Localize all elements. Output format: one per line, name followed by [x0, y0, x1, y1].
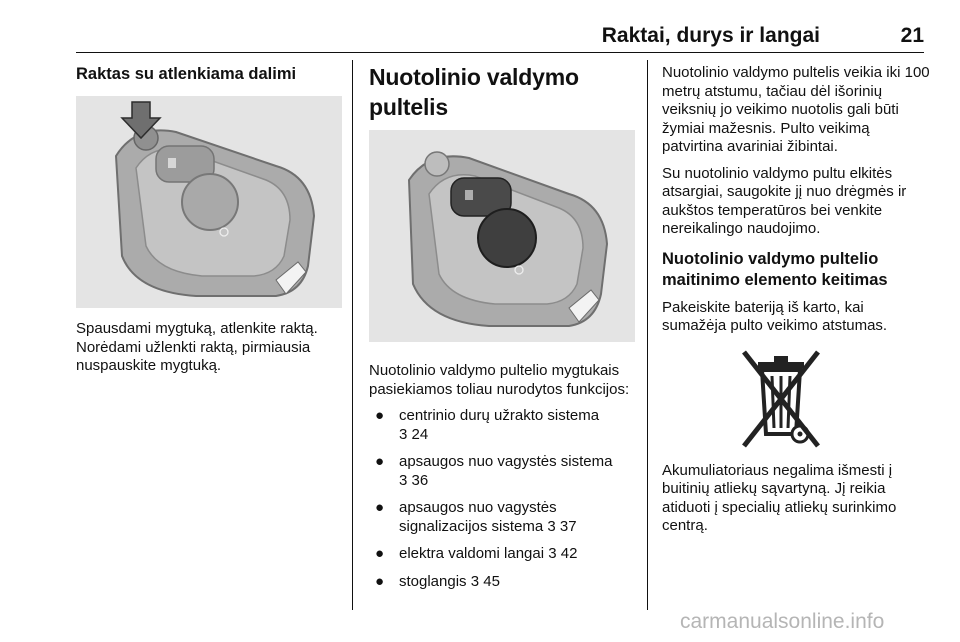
bullet-icon: ● [375, 572, 385, 590]
header-rule [76, 52, 924, 53]
column-divider [647, 60, 648, 610]
site-watermark: carmanualsonline.info [680, 610, 885, 633]
folding-key-illustration [76, 96, 342, 308]
list-item [369, 545, 637, 564]
column-folding-key [76, 64, 342, 376]
column-divider [352, 60, 353, 610]
section-heading: Raktas su atlenkiama dalimi [76, 65, 297, 83]
page-reference-icon[interactable]: 3 [399, 425, 408, 443]
folding-key-paragraph: Spausdami mygtuką, atlenkite raktą. Norėdami užlenkti raktą, pirmiausia nuspauskite mygtuką. [76, 320, 318, 374]
page-reference[interactable]: 45 [483, 572, 500, 590]
list-item [369, 407, 637, 444]
list-item-text: stoglangis [399, 572, 467, 590]
column-remote-details [662, 64, 932, 536]
list-item-text: centrinio durų užrakto sistema [399, 407, 600, 424]
remote-control-illustration [369, 130, 635, 342]
battery-paragraph: Pakeiskite bateriją iš karto, kai sumažėja pulto veikimo atstumas. [662, 298, 888, 334]
care-paragraph: Su nuotolinio valdymo pultu elkitės atsargiai, saugokite jį nuo drėgmės ir aukštos temperatūros bei venkite nereikalingo naudojimo. [662, 164, 907, 237]
column-remote-control [369, 62, 637, 600]
page-reference[interactable]: 36 [411, 471, 429, 489]
page-reference-icon[interactable]: 3 [547, 517, 556, 535]
battery-replacement-heading: Nuotolinio valdymo pultelio maitinimo elemento keitimas [662, 249, 888, 289]
list-item-text: elektra valdomi langai [399, 545, 545, 562]
page-reference[interactable]: 42 [560, 545, 578, 562]
page-reference-icon[interactable]: 3 [548, 545, 557, 562]
list-item-text: apsaugos nuo vagystės signalizacijos sistema [399, 499, 557, 535]
list-item [369, 499, 637, 536]
page-reference-icon[interactable]: 3 [470, 572, 480, 590]
section-heading: Nuotolinio valdymo pultelis [369, 64, 579, 120]
remote-intro-paragraph: Nuotolinio valdymo pultelio mygtukais pasiekiamos toliau nurodytos funkcijos: [369, 362, 630, 398]
function-list [369, 407, 637, 591]
list-item [369, 453, 637, 490]
disposal-paragraph: Akumuliatoriaus negalima išmesti į buitinių atliekų sąvartyną. Jį reikia atiduoti į specialių atliekų surinkimo centrą. [662, 461, 897, 534]
range-paragraph: Nuotolinio valdymo pultelis veikia iki 100 metrų atstumu, tačiau dėl išorinių veiksnių jo veikimo nuotolis gali būti žymiai mažesnis. Pulto veikimą patvirtina avariniai žibintai. [662, 64, 930, 155]
crossed-out-bin-icon [738, 346, 824, 450]
bullet-icon: ● [375, 407, 385, 424]
list-item-text: apsaugos nuo vagystės sistema [399, 453, 613, 470]
bullet-icon: ● [375, 453, 385, 470]
bullet-icon: ● [375, 499, 385, 516]
list-item [369, 573, 637, 592]
page-number: 21 [900, 24, 924, 47]
page-header-title: Raktai, durys ir langai [601, 24, 820, 47]
page-reference-icon[interactable]: 3 [399, 471, 408, 489]
page-reference[interactable]: 24 [411, 425, 429, 443]
bullet-icon: ● [375, 545, 385, 562]
page-reference[interactable]: 37 [559, 517, 577, 535]
